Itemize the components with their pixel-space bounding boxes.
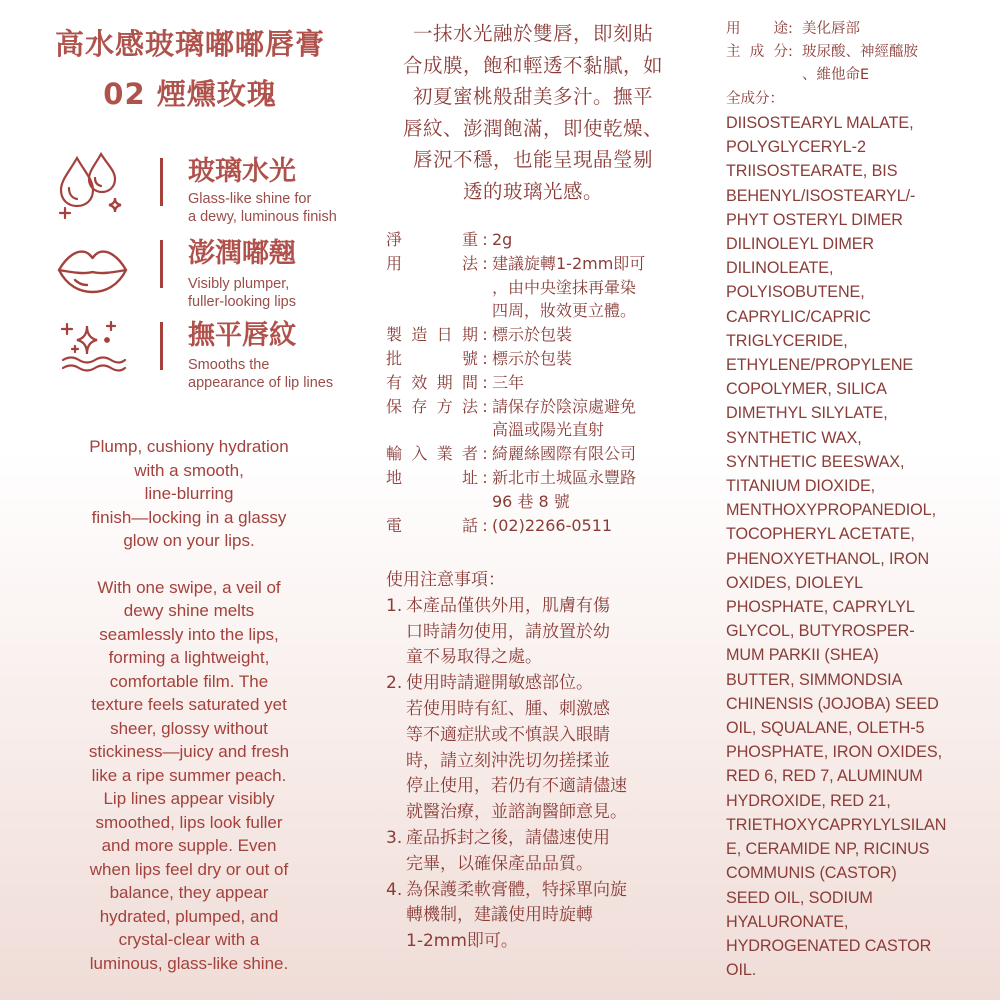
spec-row: 製造日期 : 標示於包裝 <box>386 325 573 345</box>
ingredients-list: DIISOSTEARYL MALATE, POLYGLYCERYL-2 TRIISOSTEARATE, BIS BEHENYL/ISOSTEARYL/- PHYT OSTERYL DIMER DILINOLEYL DIMER DILINOLEATE, POLYISOBUTENE, CAPRYLIC/CAPRIC TRIGLYCERIDE, ETHYLENE/PROPYLENE COPOLYMER, SILICA DIMETHYL SILYLATE, SYNTHETIC WAX, SYNTHETIC BEESWAX, TITANIUM DIOXIDE, MENTHOXYPROPANEDIOL, TOCOPHERYL ACETATE, PHENOXYETHANOL, IRON OXIDES, DIOLEYL PHOSPHATE, CAPRYLYL GLYCOL, BUTYROSPER- MUM PARKII (SHEA) BUTTER, SIMMONDSIA CHINENSIS (JOJOBA) SEED OIL, SQUALANE, OLETH-5 PHOSPHATE, IRON OXIDES, RED 6, RED 7, ALUMINUM HYDROXIDE, RED 21, TRIETHOXYCAPRYLYLSILAN E, CERAMIDE NP, RICINUS COMMUNIS (CASTOR) SEED OIL, SODIUM HYALURONATE, HYDROGENATED CASTOR OIL. <box>726 114 947 980</box>
product-specs <box>386 228 706 537</box>
spec-row: 輸入業者 : 綺麗絲國際有限公司 <box>386 444 637 464</box>
spec-row: 淨重 : 2g <box>386 230 513 249</box>
cautions-heading: 使用注意事項： <box>386 570 505 590</box>
full-ingredients-label: 全成分： <box>726 91 784 107</box>
water-drops-sparkle-icon <box>55 150 130 210</box>
feature-desc: Smooths the appearance of lip lines <box>188 357 334 391</box>
caution-item: 2. 使用時請避開敏感部位。 若使用時有紅、腫、刺激感 等不適症狀或不慎誤入眼睛 時，請立刻沖洗切勿搓揉並 停止使用，若仍有不適請儘速 就醫治療，並諮詢醫師意見。 <box>386 673 627 823</box>
spec-row: 批號 : 標示於包裝 <box>386 348 573 368</box>
main-ingredients-row: 主成分 : 玻尿酸、神經醯胺 、維他命E <box>726 44 918 83</box>
spec-row: 用法 : 建議旋轉1-2mm即可 ，由中央塗抹再暈染 四周，妝效更立體。 <box>386 253 646 321</box>
usage-cautions <box>386 568 686 955</box>
divider-bar <box>160 322 163 370</box>
shade-name: 02 煙燻玫瑰 <box>103 77 277 111</box>
divider-bar <box>160 240 163 288</box>
caution-item: 3. 產品拆封之後，請儘速使用 完畢，以確保產品品質。 <box>386 827 610 874</box>
product-title <box>0 20 380 118</box>
caution-item: 4. 為保護柔軟膏體，特採單向旋 轉機制，建議使用時旋轉 1-2mm即可。 <box>386 879 627 952</box>
ingredients-column <box>726 18 988 982</box>
english-description: Plump, cushiony hydration with a smooth, line-blurring finish—locking in a glassy glow on your lips. With one swipe, a veil of dewy shine melts seamlessly into the lips, forming a lightweight, comfortable film. The texture feels saturated yet sheer, glossy without stickiness—juicy and fresh like a ripe summer peach. Lip lines appear visibly smoothed, lips look fuller and more supple. Even when lips feel dry or out of balance, they appear hydrated, plumped, and crystal-clear with a luminous, glass-like shine. <box>88 437 290 973</box>
chinese-intro: 一抹水光融於雙唇，即刻貼 合成膜，飽和輕透不黏膩，如 初夏蜜桃般甜美多汁。撫平 唇紋、澎潤飽滿，即使乾燥、 唇況不穩，也能呈現晶瑩剔 透的玻璃光感。 <box>402 22 663 203</box>
feature-desc: Visibly plumper, fuller-looking lips <box>188 276 296 310</box>
use-row: 用途 : 美化唇部 <box>726 21 860 37</box>
spec-row: 保存方法 : 請保存於陰涼處避免 高溫或陽光直射 <box>386 396 637 440</box>
caution-item: 1. 本產品僅供外用，肌膚有傷 口時請勿使用，請放置於幼 童不易取得之處。 <box>386 595 610 668</box>
feature-title: 玻璃水光 <box>188 156 296 187</box>
spec-row: 有效期間 : 三年 <box>386 372 525 392</box>
feature-title: 撫平唇紋 <box>188 320 296 351</box>
spec-row: 電話 : (02)2266-0511 <box>386 515 613 535</box>
sparkle-waves-icon <box>55 318 130 378</box>
divider-bar <box>160 158 163 206</box>
feature-desc: Glass-like shine for a dewy, luminous finish <box>188 191 337 225</box>
feature-title: 澎潤嘟翹 <box>188 238 296 269</box>
lips-icon <box>55 240 130 300</box>
product-name: 高水感玻璃嘟嘟唇膏 <box>54 27 325 61</box>
spec-row: 地址 : 新北市土城區永豐路 96 巷 8 號 <box>386 467 637 511</box>
